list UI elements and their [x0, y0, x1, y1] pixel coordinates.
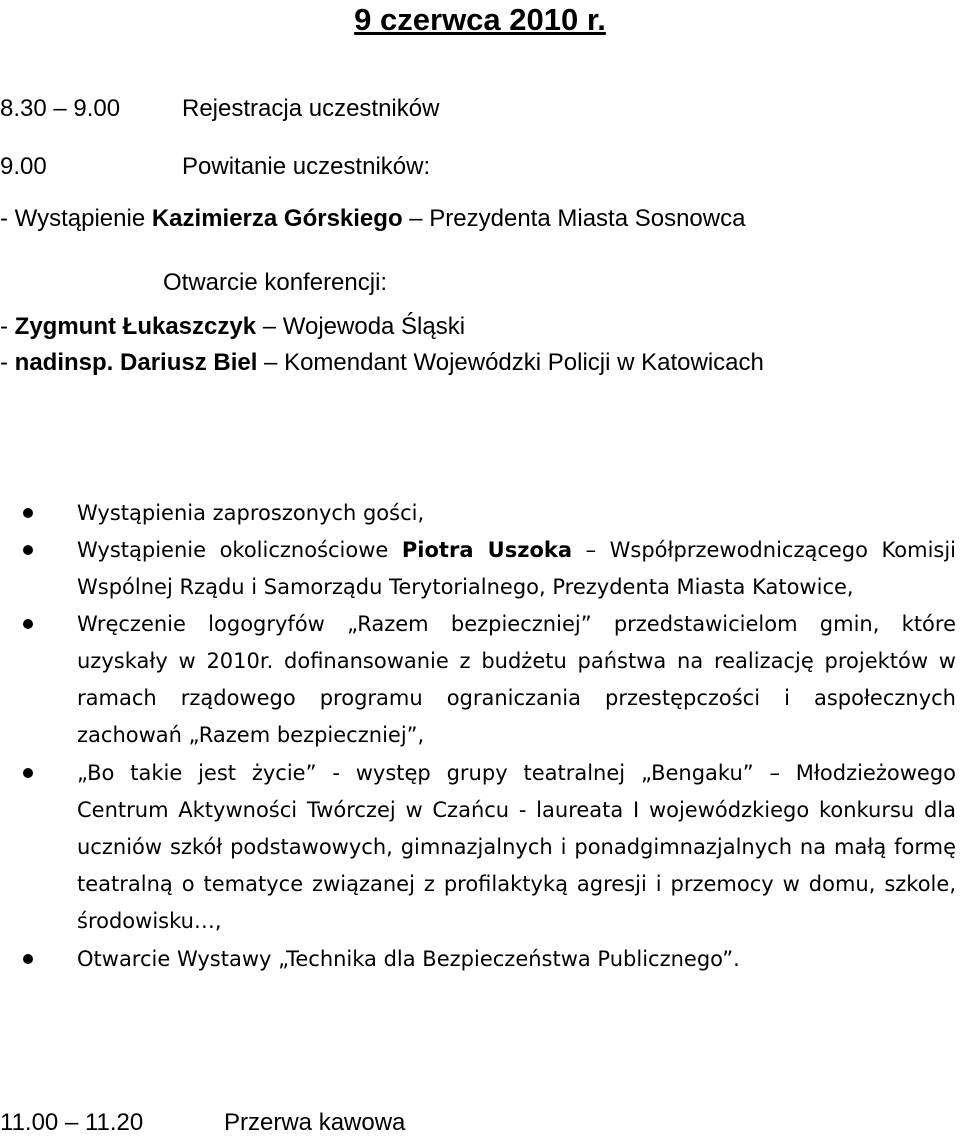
line-suffix: – Wojewoda Śląski	[256, 313, 466, 340]
schedule-row-coffee-break	[0, 1108, 405, 1138]
speaker-name: Kazimierza Górskiego	[151, 205, 403, 232]
opening-line-voivode	[0, 312, 465, 342]
line-suffix: – Komendant Wojewódzki Policji w Katowicach	[257, 349, 764, 376]
bullet-dot-icon	[23, 508, 33, 518]
bullet-text: Wystąpienie okolicznościowe	[77, 538, 402, 562]
line-prefix: -	[0, 313, 15, 340]
speaker-name: Zygmunt Łukaszczyk	[14, 313, 257, 340]
program-bullet-list	[0, 495, 960, 978]
schedule-row-registration	[0, 94, 439, 124]
bullet-dot-icon	[23, 768, 33, 778]
bullet-item	[0, 495, 960, 532]
line-prefix: -	[0, 349, 15, 376]
line-prefix: - Wystąpienie	[0, 205, 152, 232]
bullet-dot-icon	[23, 619, 33, 629]
bullet-text: – Współprzewodniczącego Komisji Wspólnej Rządu i Samorządu Terytorialnego, Prezydenta Miasta Katowice,	[77, 538, 957, 599]
bullet-item	[0, 941, 960, 978]
bullet-text: Wystąpienia zaproszonych gości,	[77, 501, 425, 525]
schedule-text: Przerwa kawowa	[224, 1109, 406, 1136]
bullet-item	[0, 606, 960, 754]
schedule-row-welcome	[0, 152, 430, 182]
bullet-item	[0, 755, 960, 940]
bullet-dot-icon	[23, 545, 33, 555]
welcome-speech-line	[0, 204, 745, 234]
bullet-text: Otwarcie Wystawy „Technika dla Bezpieczeństwa Publicznego”.	[77, 947, 740, 971]
schedule-text: Rejestracja uczestników	[182, 95, 440, 122]
opening-line-police	[0, 348, 764, 378]
bullet-dot-icon	[23, 954, 33, 964]
speaker-name: nadinsp. Dariusz Biel	[14, 349, 258, 376]
schedule-time: 9.00	[0, 153, 47, 180]
schedule-time: 8.30 – 9.00	[0, 95, 121, 122]
bullet-text: Wręczenie logogryfów „Razem bezpieczniej” przedstawicielom gmin, które uzyskały w 2010r. dofinansowanie z budżetu państwa na realizację projektów w ramach rządowego programu ograniczania przestępczości i aspołecznych zachowań „Razem bezpieczniej”,	[77, 612, 956, 747]
bullet-text: „Bo takie jest życie” - występ grupy teatralnej „Bengaku” – Młodzieżowego Centrum Aktywności Twórczej w Czańcu - laureata I wojewódzkiego konkursu dla uczniów szkół podstawowych, gimnazjalnych i ponadgimnazjalnych na małą formę teatralną o tematyce związanej z profilaktyką agresji i przemocy w domu, szkole, środowisku…,	[77, 761, 956, 933]
line-suffix: – Prezydenta Miasta Sosnowca	[402, 205, 746, 232]
opening-label: Otwarcie konferencji:	[163, 269, 388, 296]
schedule-time: 11.00 – 11.20	[0, 1109, 144, 1136]
page-title: 9 czerwca 2010 r.	[354, 2, 606, 37]
bullet-item	[0, 532, 960, 606]
speaker-name: Piotra Uszoka	[401, 538, 573, 562]
schedule-text: Powitanie uczestników:	[182, 153, 431, 180]
